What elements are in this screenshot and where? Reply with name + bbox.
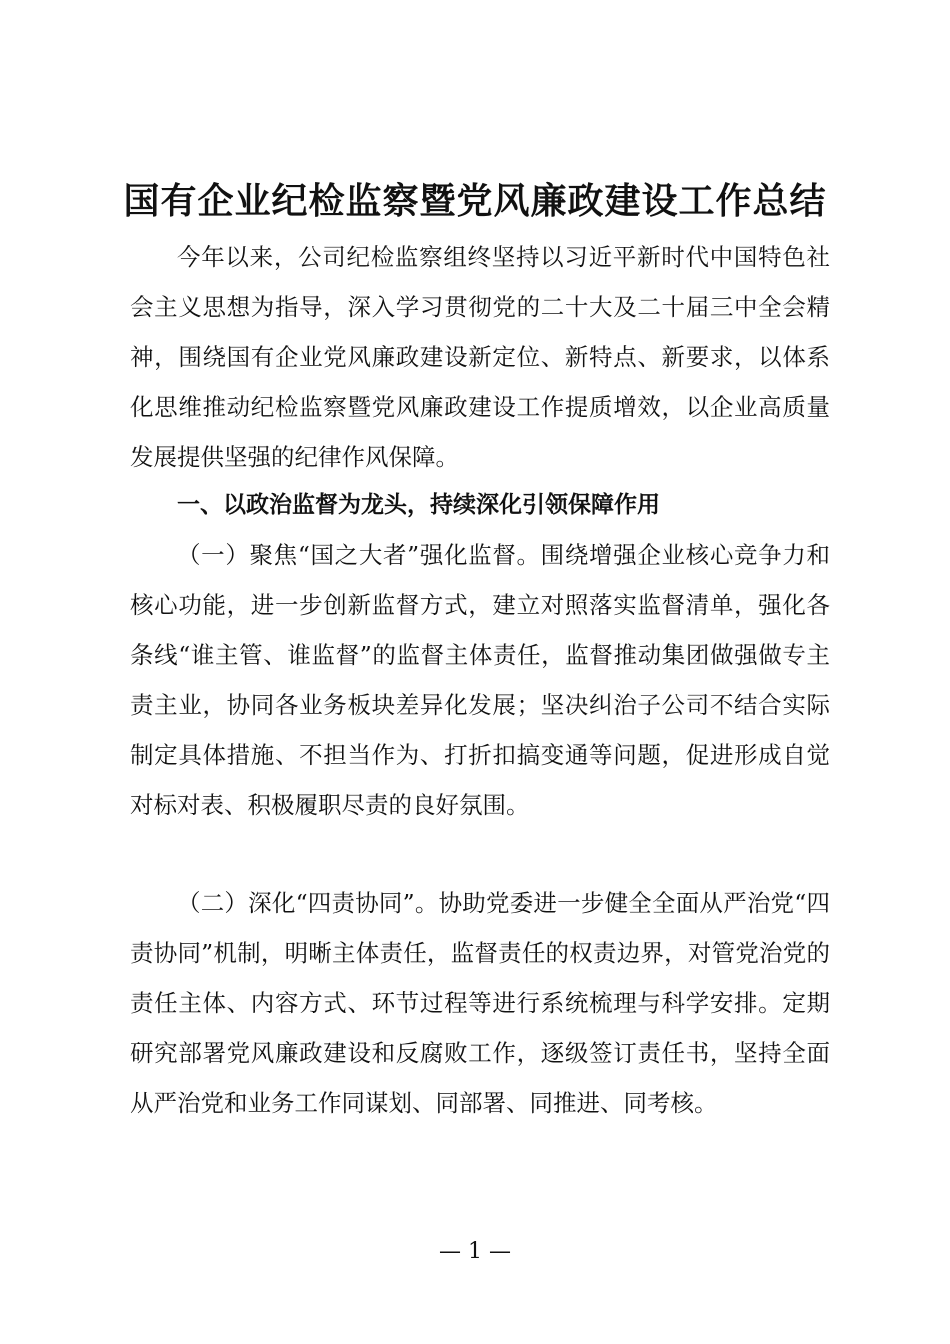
page-number: — 1 — (439, 1239, 511, 1264)
subsection-paragraph-2: （二）深化“四责协同”。协助党委进一步健全全面从严治党“四责协同”机制，明晰主体责任，监督责任的权责边界，对管党治党的责任主体、内容方式、环节过程等进行系统梳理与科学安排。定期研究部署党风廉政建设和反腐败工作，逐级签订责任书，坚持全面从严治党和业务工作同谋划、同部署、同推进、同考核。 (130, 889, 830, 1117)
intro-paragraph: 今年以来，公司纪检监察组终坚持以习近平新时代中国特色社会主义思想为指导，深入学习贯彻党的二十大及二十届三中全会精神，围绕国有企业党风廉政建设新定位、新特点、新要求，以体系化思维推动纪检监察暨党风廉政建设工作提质增效，以企业高质量发展提供坚强的纪律作风保障。 (130, 243, 830, 471)
document-title: 国有企业纪检监察暨党风廉政建设工作总结 (123, 180, 827, 222)
section-heading-1: 一、以政治监督为龙头，持续深化引领保障作用 (177, 492, 660, 518)
subsection-paragraph-1: （一）聚焦“国之大者”强化监督。围绕增强企业核心竞争力和核心功能，进一步创新监督方式，建立对照落实监督清单，强化各条线“谁主管、谁监督”的监督主体责任，监督推动集团做强做专主责主业，协同各业务板块差异化发展；坚决纠治子公司不结合实际制定具体措施、不担当作为、打折扣搞变通等问题，促进形成自觉对标对表、积极履职尽责的良好氛围。 (130, 541, 830, 819)
